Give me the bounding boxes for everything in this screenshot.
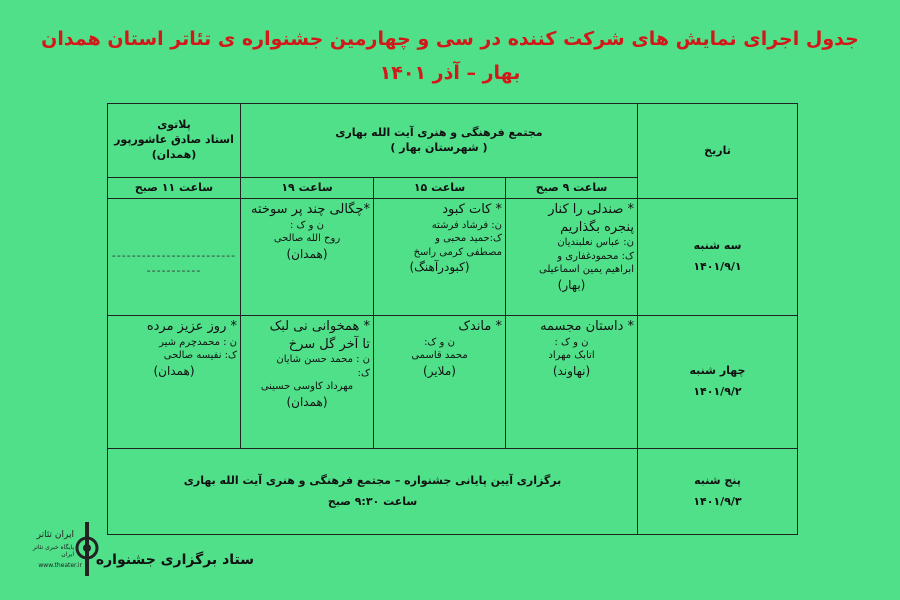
show-credit: ن : محمدچرم شیر (159, 336, 237, 348)
show-credit: ک:حمید محبی و (435, 233, 502, 245)
time-15: ساعت ۱۵ (374, 178, 506, 199)
show-title: *چگالی چند پر سوخته (251, 202, 370, 217)
closing-ceremony-cell (108, 449, 638, 535)
show-city: (همدان) (286, 394, 328, 409)
show-cell (108, 316, 241, 449)
date-cell (638, 449, 798, 535)
organizer-signature: ستاد برگزاری جشنواره (95, 552, 254, 568)
header-date: تاریخ (638, 104, 798, 199)
venue-side-line: استاد صادق عاشورپور (114, 133, 234, 147)
iran-theater-logo (30, 522, 110, 578)
show-credit: محمد قاسمی (411, 350, 468, 362)
venue-main-city: ( شهرستان بهار ) (390, 140, 488, 154)
show-title: * همخوانی نی لبک (269, 319, 370, 334)
show-credit: ک: محمودغفاری و (557, 250, 634, 262)
page-title: جدول اجرای نمایش های شرکت کننده در سی و چهارمین جشنواره ی تئاتر استان همدان (41, 28, 859, 50)
show-title: پنجره بگذاریم (560, 219, 634, 235)
show-credit: روح الله صالحی (273, 233, 341, 245)
time-11am: ساعت ۱۱ صبح (108, 178, 241, 199)
schedule-table (107, 103, 798, 535)
show-credit: اتابک مهراد (548, 350, 595, 362)
date-value: ۱۴۰۱/۹/۳ (693, 494, 742, 508)
show-city: (ملایر) (423, 363, 456, 378)
show-credit: ک: نفیسه صالحی (163, 350, 237, 362)
header-venue-side (108, 104, 241, 178)
logo-url: www.theater.ir (38, 562, 82, 569)
show-credit: مهرداد کاوسی حسینی (260, 381, 354, 393)
day-name: چهار شنبه (689, 364, 746, 378)
show-credit: ک: (357, 367, 370, 379)
show-title: * صندلی را کنار (548, 202, 634, 217)
empty-cell (108, 199, 241, 316)
show-credit: ن و ک : (289, 219, 325, 231)
show-cell (374, 316, 506, 449)
closing-ceremony-text: برگزاری آیین پایانی جشنواره – مجتمع فرهنگی و هنری آیت الله بهاری (183, 473, 562, 487)
header-venue-main (241, 104, 638, 178)
show-cell (241, 199, 374, 316)
date-value: ۱۴۰۱/۹/۲ (693, 385, 742, 398)
venue-side-line: (همدان) (151, 147, 197, 161)
closing-ceremony-time: ساعت ۹:۳۰ صبح (327, 494, 418, 508)
show-title: * داستان مجسمه (540, 319, 634, 334)
table-row (108, 316, 798, 449)
table-row (108, 199, 798, 316)
show-city: (نهاوند) (552, 363, 591, 378)
logo-name: ایران تئاتر (36, 530, 74, 540)
time-9am: ساعت ۹ صبح (506, 178, 638, 199)
show-credit: ابراهیم یمین اسماعیلی (539, 264, 634, 276)
show-city: (کبودرآهنگ) (409, 260, 470, 275)
venue-main-name: مجتمع فرهنگی و هنری آیت الله بهاری (335, 125, 543, 139)
page-subtitle: بهار – آذر ۱۴۰۱ (379, 62, 521, 84)
date-value: ۱۴۰۱/۹/۱ (693, 260, 742, 273)
show-cell (241, 316, 374, 449)
show-title: تا آخر گل سرخ (288, 336, 370, 352)
empty-dashes: ------------------------------------ (111, 249, 237, 277)
show-title: * کات کبود (442, 202, 502, 217)
show-credit: ن: فرشاد فرشته (431, 219, 502, 231)
date-cell (638, 199, 798, 316)
show-credit: ن: عباس نعلبندیان (557, 237, 634, 249)
show-title: * ماندک (458, 319, 502, 334)
show-cell (506, 316, 638, 449)
show-city: (بهار) (557, 277, 586, 292)
show-cell (374, 199, 506, 316)
venue-side-line: پلاتوی (157, 118, 191, 132)
show-title: * روز عزیز مرده (146, 319, 237, 334)
day-name: پنج شنبه (694, 473, 741, 487)
show-credit: مصطفی کرمی راسخ (413, 246, 502, 258)
day-name: سه شنبه (693, 239, 742, 253)
time-19: ساعت ۱۹ (241, 178, 374, 199)
show-city: (همدان) (286, 246, 328, 261)
logo-tagline: پایگاه خبری تئاتر ایران (32, 544, 74, 558)
show-cell (506, 199, 638, 316)
table-row (108, 449, 798, 535)
show-credit: ن و ک : (554, 336, 589, 348)
show-credit: ن و ک: (424, 336, 455, 348)
show-credit: ن : محمد حسن شایان (276, 354, 370, 366)
date-cell (638, 316, 798, 449)
show-city: (همدان) (153, 363, 195, 378)
